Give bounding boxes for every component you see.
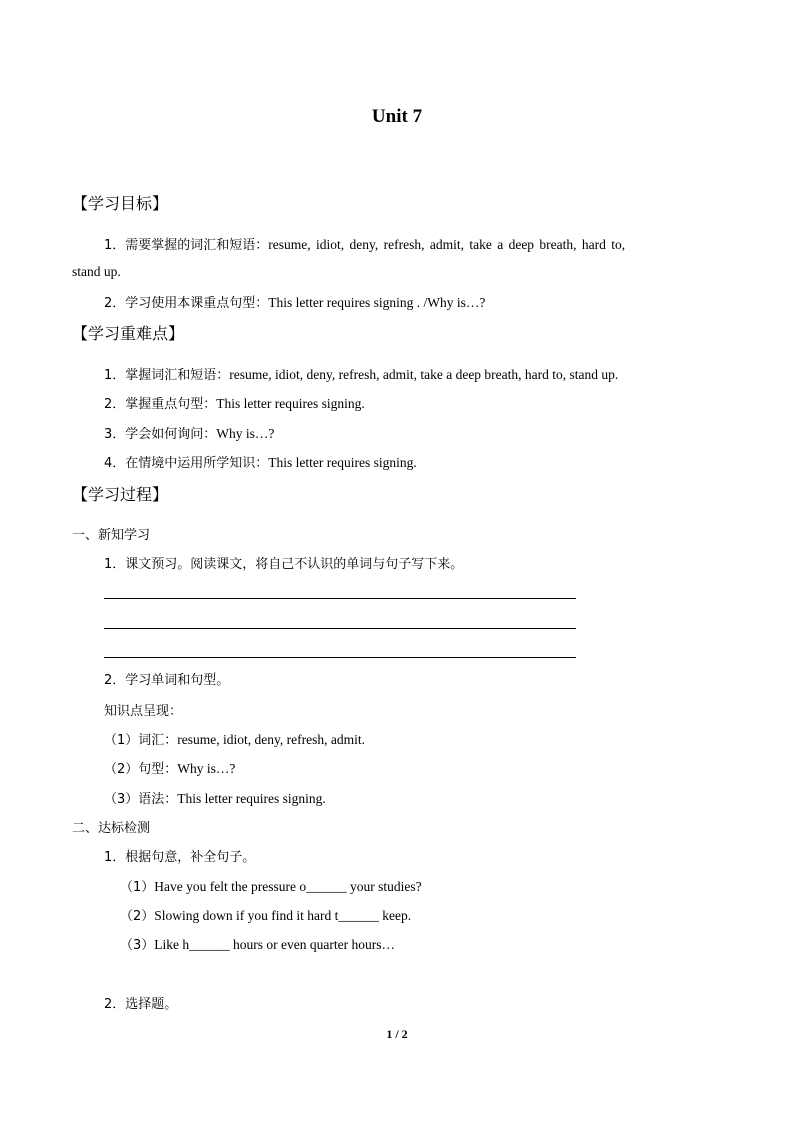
objective-item-2-prefix: 2．学习使用本课重点句型： <box>104 296 269 311</box>
knowledge-item-3 <box>104 788 326 807</box>
objective-item-1-continued: stand up. <box>72 264 121 279</box>
key-point-item-1-text: resume, idiot, deny, refresh, admit, take a deep breath, hard to, stand up. <box>229 367 619 382</box>
knowledge-item-3-prefix: （3）语法： <box>104 792 178 807</box>
objective-item-1-prefix: 1．需要掌握的词汇和短语： <box>104 238 269 253</box>
objective-item-1 <box>104 234 625 253</box>
writing-line-2[interactable] <box>104 628 576 629</box>
part2-item-2: 2．选择题。 <box>104 997 178 1012</box>
knowledge-item-3-text: This letter requires signing. <box>177 791 326 806</box>
key-point-item-4-prefix: 4．在情境中运用所学知识： <box>104 456 269 471</box>
part1-item-2: 2．学习单词和句型。 <box>104 673 230 688</box>
knowledge-item-2 <box>104 758 235 777</box>
objective-item-1-text: resume, idiot, deny, refresh, admit, take a deep breath, hard to, <box>268 237 626 252</box>
key-point-item-2 <box>104 393 365 412</box>
part1-item-1: 1．课文预习。阅读课文，将自己不认识的单词与句子写下来。 <box>104 557 464 572</box>
key-point-item-3 <box>104 423 274 442</box>
writing-line-3[interactable] <box>104 657 576 658</box>
knowledge-item-2-prefix: （2）句型： <box>104 762 178 777</box>
key-point-item-2-text: This letter requires signing. <box>216 396 365 411</box>
knowledge-item-2-text: Why is…? <box>177 761 236 776</box>
key-point-item-3-text: Why is…? <box>216 426 275 441</box>
question-1-prefix: （1） <box>120 880 155 895</box>
question-3-prefix: （3） <box>120 938 155 953</box>
knowledge-item-1 <box>104 729 365 748</box>
objective-item-2 <box>104 292 485 311</box>
objectives-heading: 【学习目标】 <box>72 194 169 213</box>
page-number: 1 / 2 <box>386 1027 408 1041</box>
knowledge-label: 知识点呈现： <box>104 704 183 719</box>
key-point-item-4-text: This letter requires signing. <box>268 455 417 470</box>
key-points-heading: 【学习重难点】 <box>72 324 185 343</box>
key-point-item-4 <box>104 452 417 471</box>
writing-line-1[interactable] <box>104 598 576 599</box>
question-2 <box>120 905 411 924</box>
objective-item-2-text: This letter requires signing . /Why is…? <box>268 295 486 310</box>
question-3 <box>120 934 395 953</box>
question-1 <box>120 876 422 895</box>
page-title: Unit 7 <box>371 106 423 127</box>
key-point-item-1 <box>104 364 618 383</box>
part1-title: 一、新知学习 <box>72 528 151 543</box>
knowledge-item-1-prefix: （1）词汇： <box>104 733 178 748</box>
knowledge-item-1-text: resume, idiot, deny, refresh, admit. <box>177 732 365 747</box>
key-point-item-1-prefix: 1．掌握词汇和短语： <box>104 368 230 383</box>
key-point-item-3-prefix: 3．学会如何询问： <box>104 427 217 442</box>
part2-item-1: 1．根据句意，补全句子。 <box>104 850 256 865</box>
question-3-text: Like h______ hours or even quarter hours… <box>154 937 395 952</box>
question-2-prefix: （2） <box>120 909 155 924</box>
key-point-item-2-prefix: 2．掌握重点句型： <box>104 397 217 412</box>
part2-title: 二、达标检测 <box>72 821 151 836</box>
process-heading: 【学习过程】 <box>72 485 169 504</box>
question-1-text: Have you felt the pressure o______ your studies? <box>154 879 422 894</box>
question-2-text: Slowing down if you find it hard t______ keep. <box>154 908 412 923</box>
